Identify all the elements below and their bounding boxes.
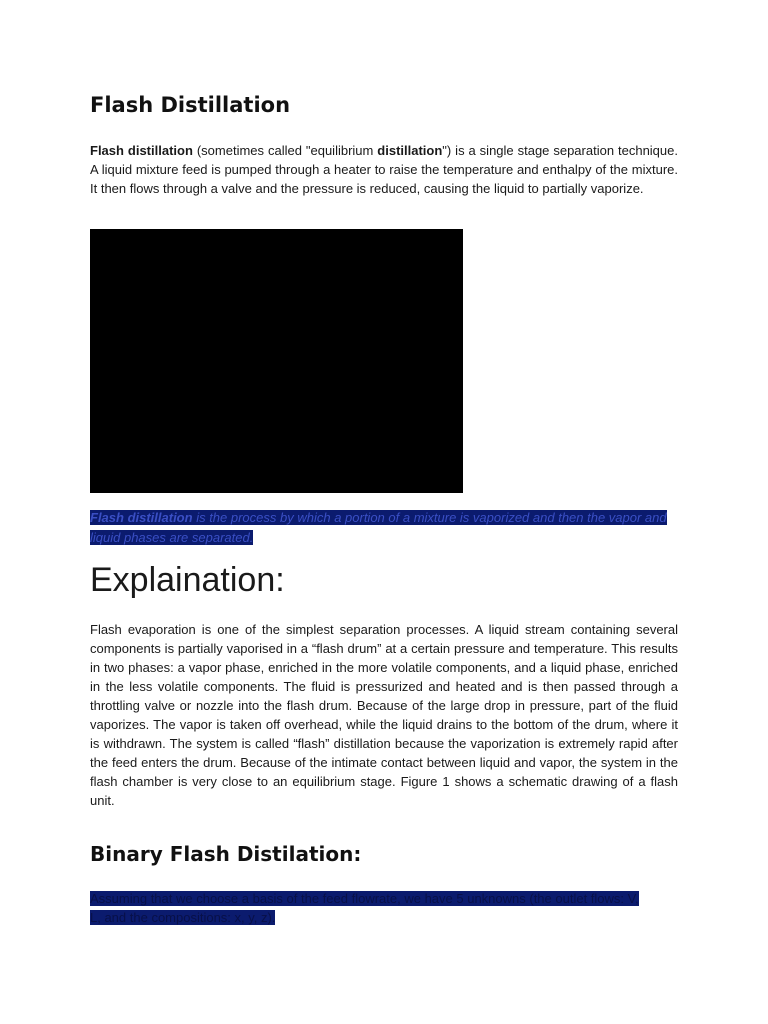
figure-image <box>90 229 463 493</box>
binary-paragraph <box>90 889 650 927</box>
binary-highlight: Assuming that we choose a basis of the feed flowrate, we have 5 unknowns (the outlet flows: V, L, and the compositions: x, y, z). <box>90 891 639 925</box>
page-title: Flash Distillation <box>90 93 291 117</box>
intro-term: Flash distillation <box>90 143 193 158</box>
explanation-heading: Explaination: <box>90 561 285 599</box>
binary-heading: Binary Flash Distilation: <box>90 842 362 866</box>
caption-term: Flash distillation <box>90 510 193 525</box>
intro-text-1: (sometimes called "equilibrium <box>192 143 378 158</box>
caption-highlight <box>90 510 667 545</box>
caption-text: is the process by which a portion of a mixture is vaporized and then the vapor and liquid phases are separated. <box>90 510 667 545</box>
figure-caption <box>90 508 678 548</box>
intro-term-2: distillation <box>377 143 443 158</box>
explanation-paragraph: Flash evaporation is one of the simplest separation processes. A liquid stream containing several components is partially vaporised in a “flash drum” at a certain pressure and temperature. This results in two phases: a vapor phase, enriched in the more volatile components, and a liquid phase, enriched in the less volatile components. The fluid is pressurized and heated and is then passed through a throttling valve or nozzle into the flash drum. Because of the large drop in pressure, part of the fluid vaporizes. The vapor is taken off overhead, while the liquid drains to the bottom of the drum, where it is withdrawn. The system is called “flash” distillation because the vaporization is extremely rapid after the feed enters the drum. Because of the intimate contact between liquid and vapor, the system in the flash chamber is very close to an equilibrium stage. Figure 1 shows a schematic drawing of a flash unit. <box>90 622 678 808</box>
intro-text-2: ") is a single stage separation technique. A liquid mixture feed is pumped through a heater to raise the temperature and enthalpy of the mixture. It then flows through a valve and the pressure is reduced, causing the liquid to partially vaporize. <box>90 143 678 196</box>
intro-paragraph <box>90 141 678 198</box>
